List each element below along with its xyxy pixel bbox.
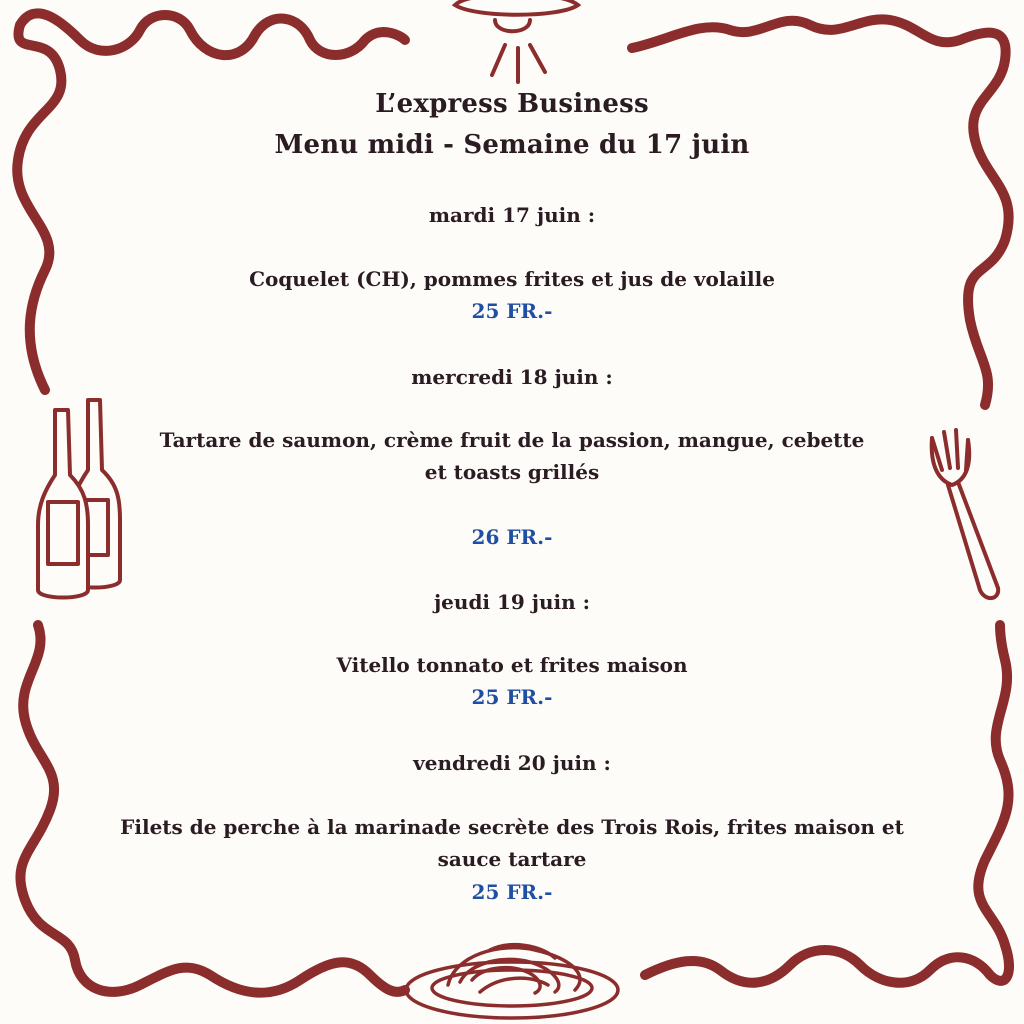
price-tuesday: 25 FR.-: [471, 299, 553, 323]
price-friday: 25 FR.-: [471, 880, 553, 904]
day-heading-tuesday: mardi 17 juin :: [428, 203, 596, 227]
dish-friday-line-1: Filets de perche à la marinade secrète des Trois Rois, frites maison et: [120, 815, 904, 839]
page-title: L’express Business: [375, 89, 649, 119]
dish-tuesday: Coquelet (CH), pommes frites et jus de volaille: [249, 267, 775, 291]
page-subtitle: Menu midi - Semaine du 17 juin: [274, 130, 750, 160]
dish-wednesday-line-2: et toasts grillés: [424, 460, 600, 484]
day-heading-friday: vendredi 20 juin :: [413, 751, 611, 775]
day-heading-wednesday: mercredi 18 juin :: [411, 365, 613, 389]
day-heading-thursday: jeudi 19 juin :: [433, 590, 591, 614]
price-wednesday: 26 FR.-: [471, 525, 553, 549]
dish-wednesday-line-1: Tartare de saumon, crème fruit de la passion, mangue, cebette: [159, 428, 865, 452]
price-thursday: 25 FR.-: [471, 685, 553, 709]
dish-thursday: Vitello tonnato et frites maison: [336, 653, 688, 677]
dish-friday-line-2: sauce tartare: [437, 847, 587, 871]
